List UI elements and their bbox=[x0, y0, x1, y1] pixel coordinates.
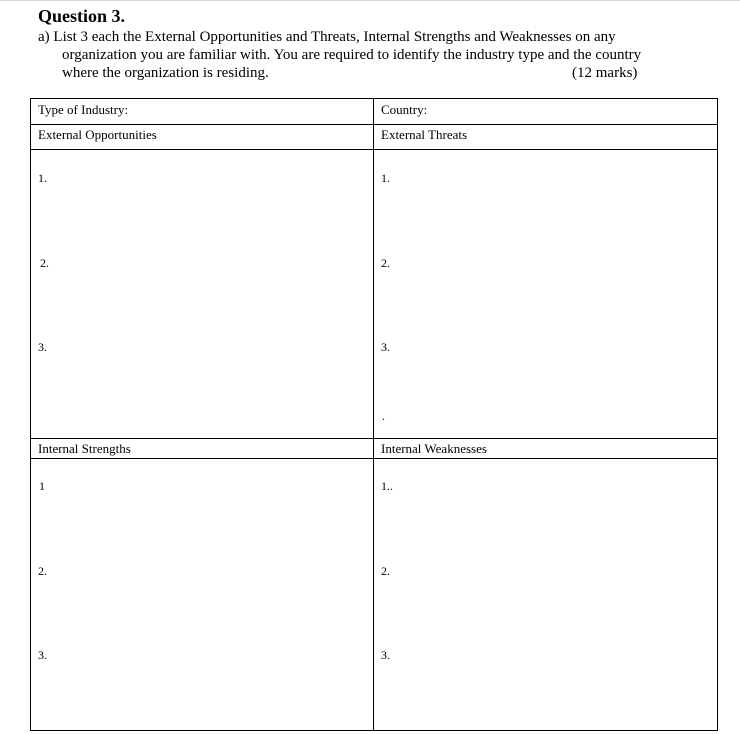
table-row-divider bbox=[30, 438, 718, 439]
opportunity-item-2: 2. bbox=[40, 256, 49, 270]
threat-item-1: 1. bbox=[381, 171, 390, 185]
question-title: Question 3. bbox=[38, 6, 126, 26]
table-column-divider bbox=[373, 98, 374, 731]
opportunity-item-3: 3. bbox=[38, 340, 47, 354]
country-label: Country: bbox=[381, 102, 428, 117]
weakness-item-2: 2. bbox=[381, 564, 390, 578]
strength-item-3: 3. bbox=[38, 648, 47, 662]
question-marks: (12 marks) bbox=[572, 65, 638, 81]
weakness-item-1: 1.. bbox=[381, 479, 393, 493]
internal-weaknesses-header: Internal Weaknesses bbox=[381, 441, 487, 456]
weakness-item-3: 3. bbox=[381, 648, 390, 662]
question-text-line-3: where the organization is residing. bbox=[62, 65, 269, 81]
strength-item-2: 2. bbox=[38, 564, 47, 578]
threat-stray-mark: . bbox=[382, 409, 385, 423]
threat-item-2: 2. bbox=[381, 256, 390, 270]
question-text-line-1: a) List 3 each the External Opportunities and Threats, Internal Strengths and Weaknesses on any bbox=[38, 29, 616, 45]
internal-strengths-header: Internal Strengths bbox=[38, 441, 131, 456]
external-opportunities-header: External Opportunities bbox=[38, 127, 157, 142]
external-threats-header: External Threats bbox=[381, 127, 468, 142]
table-row-divider bbox=[30, 124, 718, 125]
table-border-left bbox=[30, 98, 31, 731]
top-divider bbox=[0, 0, 740, 1]
strength-item-1: 1 bbox=[39, 479, 45, 493]
table-border-right bbox=[717, 98, 718, 731]
table-border-top bbox=[30, 98, 718, 99]
opportunity-item-1: 1. bbox=[38, 171, 47, 185]
threat-item-3: 3. bbox=[381, 340, 390, 354]
table-row-divider bbox=[30, 149, 718, 150]
type-of-industry-label: Type of Industry: bbox=[38, 102, 129, 117]
question-text-line-2: organization you are familiar with. You are required to identify the industry type and the country bbox=[62, 47, 642, 63]
table-border-bottom bbox=[30, 730, 718, 731]
table-row-divider bbox=[30, 458, 718, 459]
